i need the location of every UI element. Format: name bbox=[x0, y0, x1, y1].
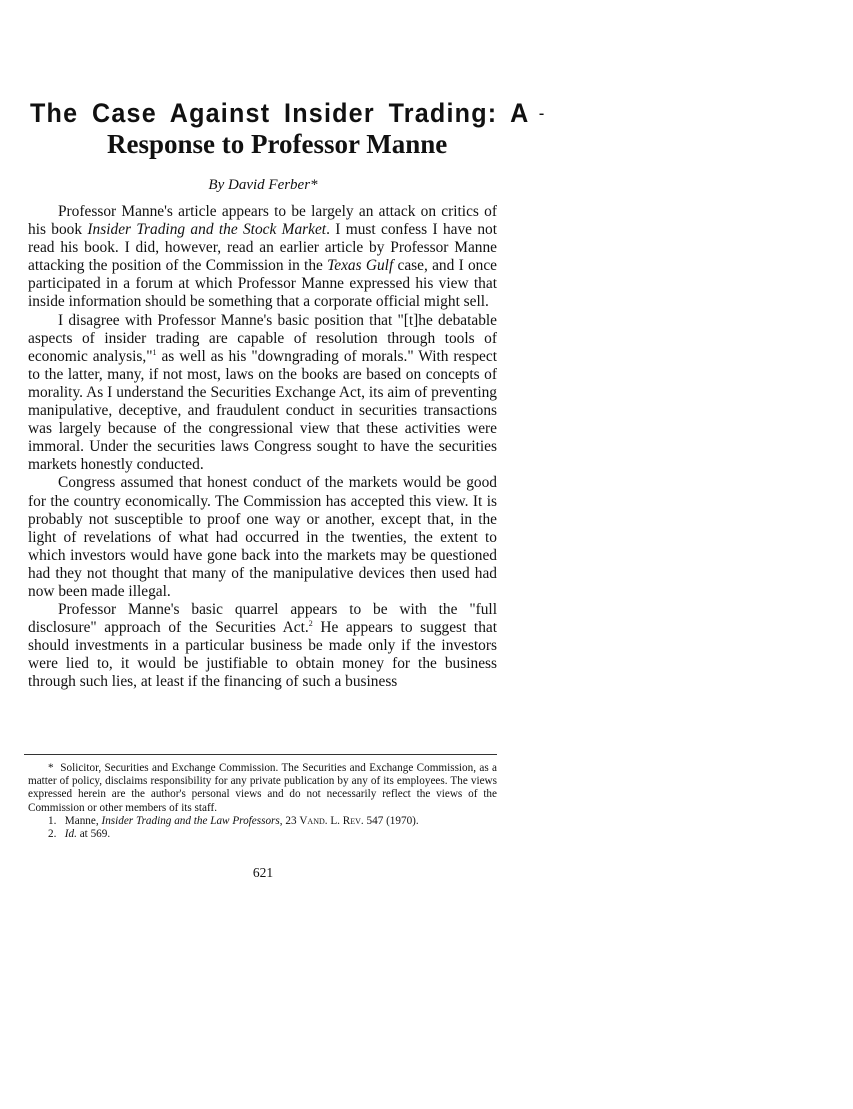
case-name: Texas Gulf bbox=[327, 257, 394, 275]
text-run: I disagree with Professor Manne's basic position that "[t]he debatable aspects of insider trading are capable of resolution through tools of economic analysis," bbox=[28, 311, 497, 365]
footnote-divider bbox=[24, 754, 497, 755]
text-run: 547 (1970). bbox=[363, 814, 419, 827]
text-run: Manne, bbox=[64, 814, 102, 827]
text-run: as well as his "downgrading of morals." With respect to the latter, many, if not most, laws on the books are based on concepts of morality. As I understand the Securities Exchange Act, its aim of preventing manipulative, deceptive, and fraudulent conduct in securities transactions was largely because of the congressional view that these activities were immoral. Under the securities laws Congress sought to have the securities markets honestly conducted. bbox=[28, 347, 497, 474]
text-run: He appears to suggest that should investments in a particular business be made only if the investors were lied to, it would be justifiable to obtain money for the business through such lies, at least if the financing of such a business bbox=[28, 619, 498, 691]
footnote-number: 2. bbox=[48, 828, 57, 841]
article-title-line-2: Response to Professor Manne bbox=[107, 129, 448, 159]
paragraph-4 bbox=[28, 601, 497, 691]
footnote-number: 1. bbox=[48, 814, 57, 827]
text-run: Professor Manne's basic quarrel appears to be with the "full disclosure" approach of the Securities Act. bbox=[28, 601, 497, 637]
paragraph-1 bbox=[28, 203, 497, 312]
text-run: , 23 bbox=[279, 814, 300, 827]
text-run: Professor Manne's article appears to be largely an attack on critics of his book bbox=[28, 203, 497, 239]
footnote-mark: * bbox=[48, 762, 54, 774]
footnote-ref-1: 1 bbox=[152, 347, 157, 357]
paragraph-2 bbox=[28, 312, 497, 475]
text-run: case, and I once participated in a forum at which Professor Manne expressed his view that inside information should be something that a corporate official might sell. bbox=[28, 257, 498, 311]
footnote-ref-2: 2 bbox=[308, 619, 313, 629]
text-run: . I must confess I have not read his book. I did, however, read an earlier article by Professor Manne attacking the position of the Commission in the bbox=[28, 221, 497, 275]
journal-name: Vand. L. Rev. bbox=[299, 814, 364, 827]
text-run: at 569. bbox=[76, 828, 111, 841]
footnote-1 bbox=[28, 815, 497, 828]
footnote-2 bbox=[28, 828, 497, 841]
footnote-text: Solicitor, Securities and Exchange Commission. The Securities and Exchange Commission, as a matter of policy, disclaims responsibility for any private publication by any of its employees. The views expressed herein are the author's personal views and do not necessarily reflect the views of the Commission or other members of its staff. bbox=[28, 762, 498, 814]
article-body bbox=[28, 203, 497, 692]
article-title-line-1 bbox=[30, 100, 546, 127]
title-text: The Case Against Insider Trading: A bbox=[30, 98, 530, 128]
author-byline: By David Ferber* bbox=[208, 177, 318, 193]
footnotes bbox=[28, 762, 497, 841]
book-title: Insider Trading and the Stock Market bbox=[87, 221, 327, 239]
paragraph-3: Congress assumed that honest conduct of the markets would be good for the country economically. The Commission has accepted this view. It is probably not susceptible to proof one way or another, except that, in the light of revelations of what had occurred in the twenties, the extent to which investors would have gone back into the markets may be questioned had they not thought that many of the manipulative devices then used had now been made illegal. bbox=[28, 474, 497, 600]
footnote-star bbox=[28, 762, 497, 815]
title-stray-dash: - bbox=[538, 103, 546, 123]
id-citation: Id. bbox=[64, 828, 77, 841]
article-citation-title: Insider Trading and the Law Professors bbox=[101, 814, 280, 827]
page-number: 621 bbox=[252, 865, 274, 880]
